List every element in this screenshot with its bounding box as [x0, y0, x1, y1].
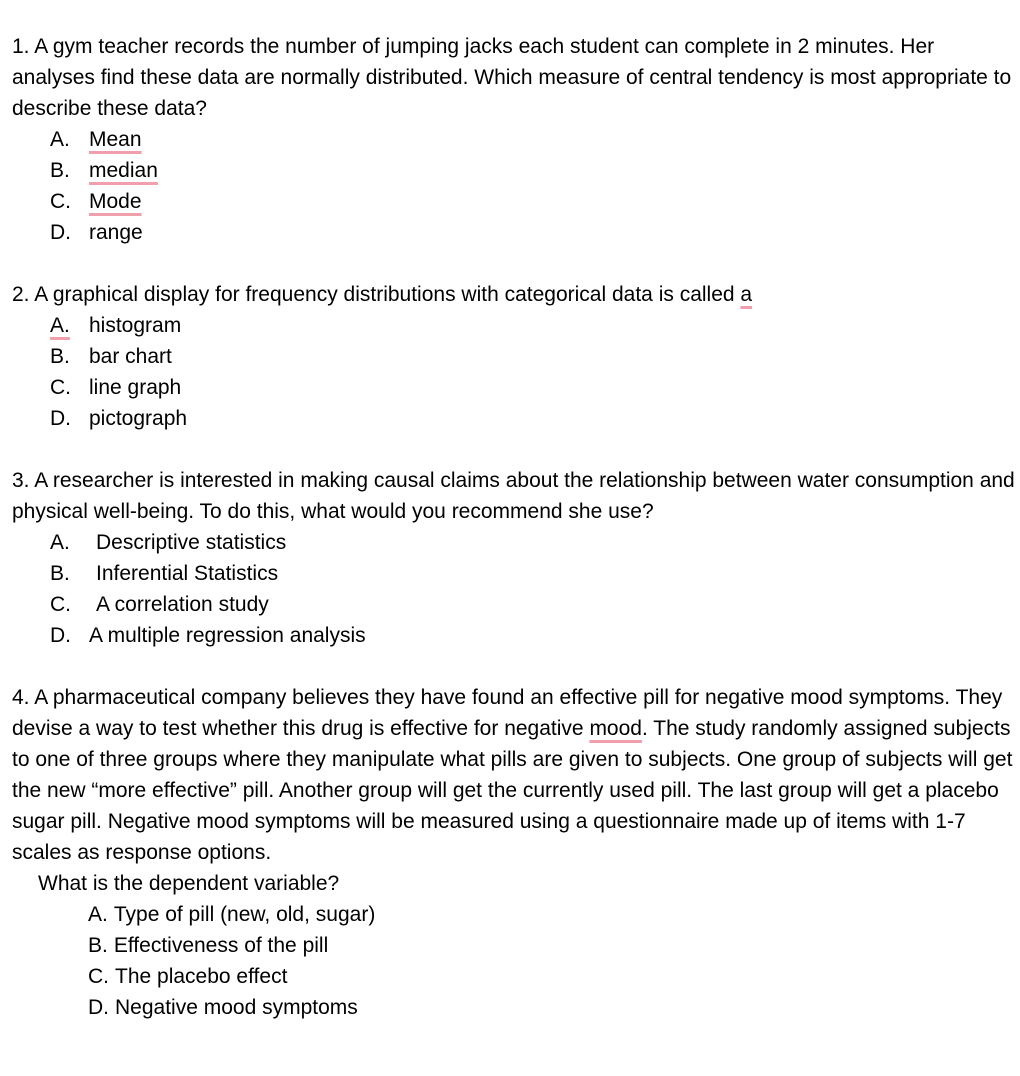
- question-2-option-c: [12, 372, 1016, 403]
- option-text: range: [89, 221, 143, 244]
- option-label: D.: [50, 407, 71, 430]
- question-1-stem: 1. A gym teacher records the number of jumping jacks each student can complete in 2 minutes. Her analyses find these data are normally distributed. Which measure of central tendency is most appropriate to describe these data?: [12, 35, 1012, 120]
- question-3-option-d: [12, 620, 1016, 651]
- option-text: Descriptive statistics: [96, 531, 287, 554]
- question-1-option-d: [12, 217, 1016, 248]
- option-text: A multiple regression analysis: [89, 624, 366, 647]
- option-text: Mean: [89, 128, 142, 151]
- question-2-option-b: [12, 341, 1016, 372]
- option-label: D.: [50, 624, 71, 647]
- option-label: B.: [88, 934, 108, 957]
- question-3-option-c: [12, 589, 1016, 620]
- question-1-option-a: [12, 124, 1016, 155]
- option-label: B.: [50, 345, 70, 368]
- question-3-stem: 3. A researcher is interested in making causal claims about the relationship between water consumption and physical well-being. To do this, what would you recommend she use?: [12, 469, 1015, 523]
- option-text: bar chart: [89, 345, 172, 368]
- question-1-options: [12, 124, 1016, 248]
- document-body: [12, 31, 1016, 1023]
- option-label: C.: [88, 965, 109, 988]
- question-1: [12, 31, 1016, 248]
- option-text: Type of pill (new, old, sugar): [113, 903, 376, 926]
- option-text: median: [89, 159, 158, 182]
- option-text: Effectiveness of the pill: [113, 934, 329, 957]
- option-label: A.: [50, 128, 70, 151]
- option-text: A correlation study: [96, 593, 269, 616]
- question-4-stem-word: mood: [589, 717, 642, 740]
- question-3: [12, 465, 1016, 651]
- question-4-option-d: [12, 992, 1016, 1023]
- question-2-stem-text: 2. A graphical display for frequency distributions with categorical data is called: [12, 283, 735, 306]
- option-label: A.: [88, 903, 108, 926]
- option-label: C.: [50, 593, 71, 616]
- option-text: Inferential Statistics: [96, 562, 279, 585]
- option-label: A.: [50, 531, 70, 554]
- option-text: histogram: [89, 314, 182, 337]
- option-label: B.: [50, 159, 70, 182]
- question-2-option-a: [12, 310, 1016, 341]
- question-2-stem: [12, 279, 1016, 310]
- question-3-option-b: [12, 558, 1016, 589]
- question-4-options: [12, 899, 1016, 1023]
- option-text: pictograph: [89, 407, 188, 430]
- question-4-stem: [12, 682, 1016, 868]
- option-label: A.: [50, 314, 70, 337]
- option-text: Mode: [89, 190, 142, 213]
- question-4-subquestion: What is the dependent variable?: [38, 872, 340, 895]
- question-2-option-d: [12, 403, 1016, 434]
- option-label: C.: [50, 190, 71, 213]
- option-label: D.: [50, 221, 71, 244]
- option-text: Negative mood symptoms: [115, 996, 358, 1019]
- question-4-option-c: [12, 961, 1016, 992]
- question-4-option-b: [12, 930, 1016, 961]
- option-label: C.: [50, 376, 71, 399]
- question-4-stem-part1: 4. A pharmaceutical company believes they have found an effective pill for negative mood symptoms. They devise a way to test whether this drug is effective for negative: [12, 686, 1003, 740]
- question-1-option-b: [12, 155, 1016, 186]
- question-2-stem-tail: a: [740, 283, 753, 306]
- option-text: The placebo effect: [115, 965, 288, 988]
- option-label: B.: [50, 562, 70, 585]
- question-2: [12, 279, 1016, 434]
- question-3-option-a: [12, 527, 1016, 558]
- question-1-option-c: [12, 186, 1016, 217]
- question-4-stem-part2: . The study randomly assigned subjects to one of three groups where they manipulate what pills are given to subjects. One group of subjects will get the new “more effective” pill. Another group will get the currently used pill. The last group will get a placebo sugar pill. Negative mood symptoms will be measured using a questionnaire made up of items with 1-7 scales as response options.: [12, 717, 1013, 864]
- question-2-options: [12, 310, 1016, 434]
- option-text: line graph: [89, 376, 182, 399]
- question-3-options: [12, 527, 1016, 651]
- question-4-option-a: [12, 899, 1016, 930]
- option-label: D.: [88, 996, 109, 1019]
- question-4: [12, 682, 1016, 1023]
